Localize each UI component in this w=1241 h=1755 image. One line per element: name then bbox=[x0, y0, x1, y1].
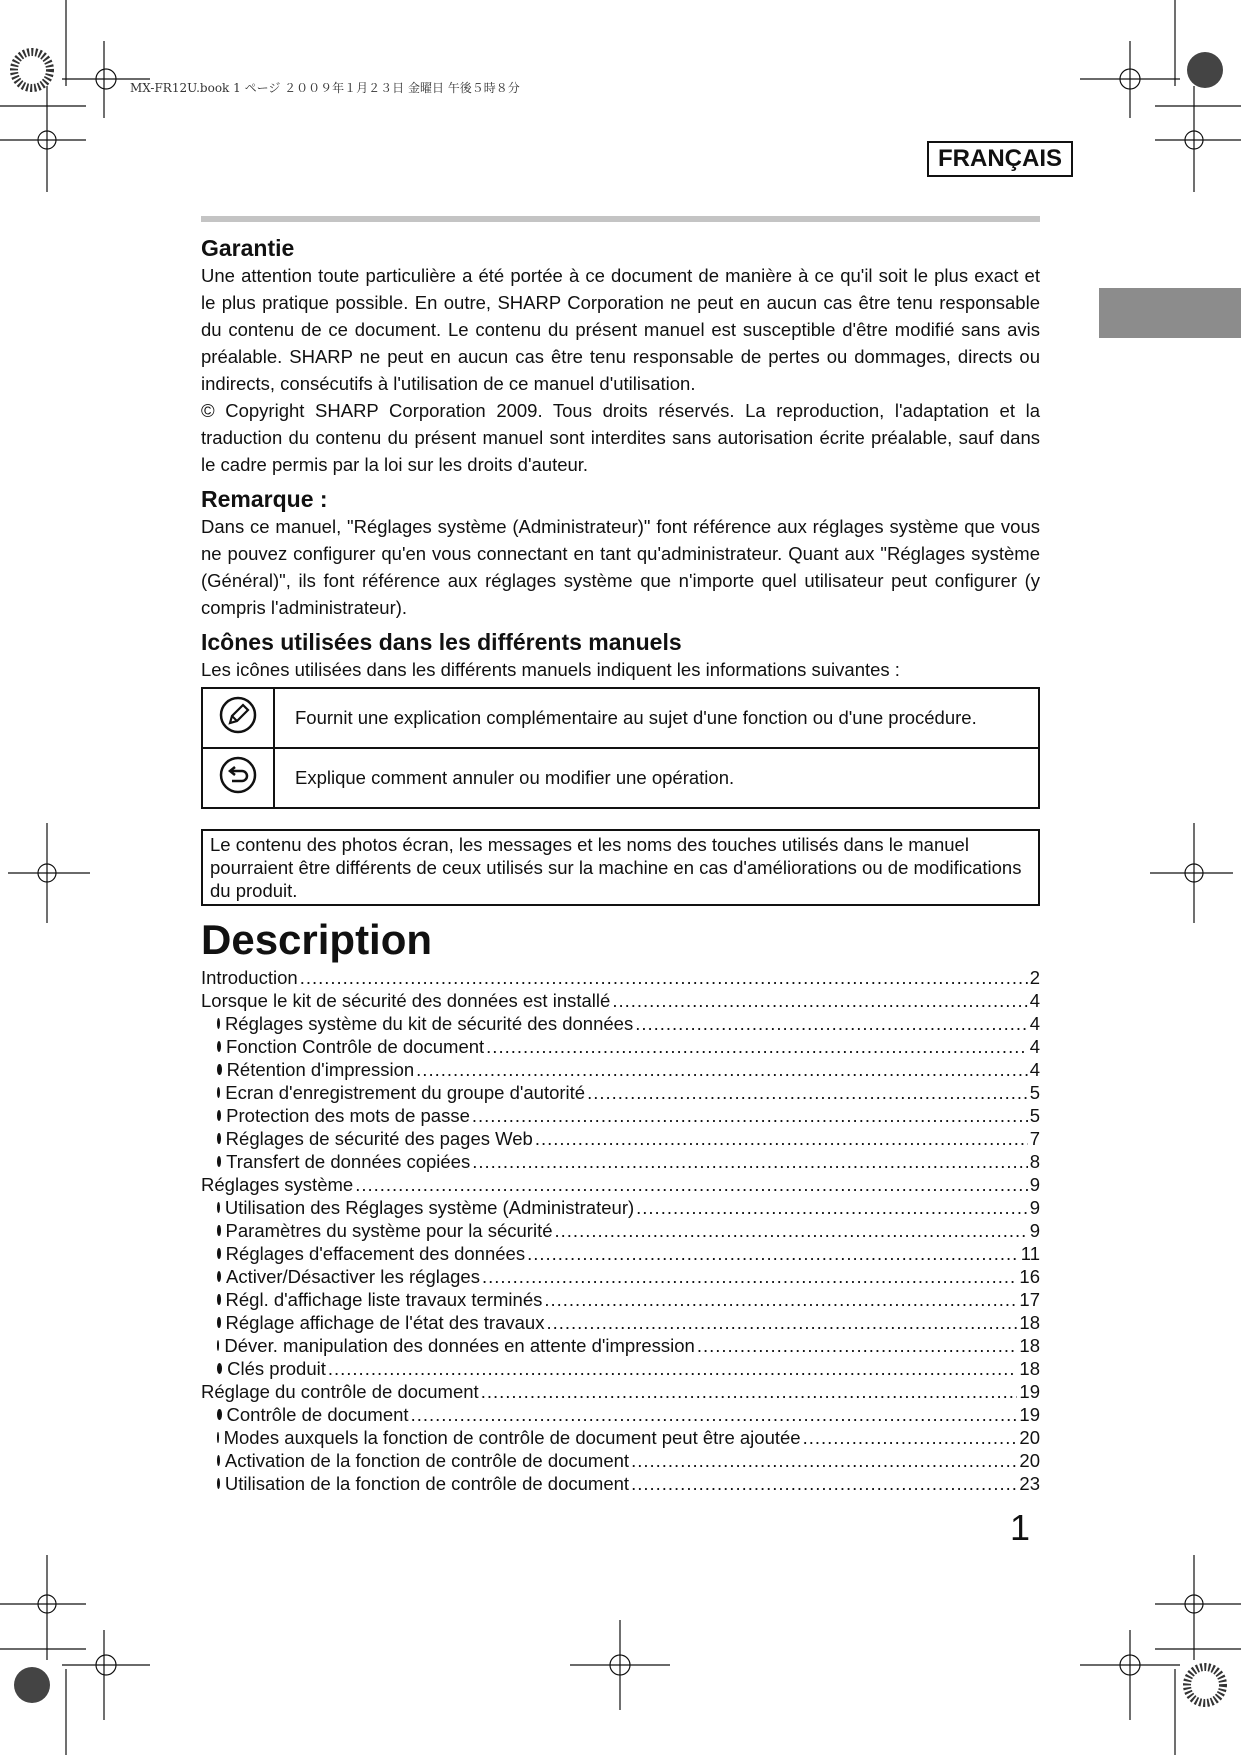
icons-table bbox=[201, 687, 1040, 809]
toc-leader-dots bbox=[411, 1403, 1018, 1426]
toc-page-number: 9 bbox=[1029, 1197, 1040, 1218]
icons-table-row bbox=[202, 688, 1039, 748]
toc-leader-dots bbox=[544, 1288, 1017, 1311]
bullet-icon bbox=[217, 1271, 221, 1282]
icon-description: Fournit une explication complémentaire au sujet d'une fonction ou d'une procédure. bbox=[274, 688, 1039, 748]
bullet-icon bbox=[217, 1478, 220, 1489]
garantie-text: Une attention toute particulière a été portée à ce document de manière à ce qu'il soit le plus exact et le plus pratique possible. En outre, SHARP Corporation ne peut en aucun cas être tenu responsable du contenu de ce document. Le contenu du présent manuel est susceptible d'être modifié sans avis préalable. SHARP ne peut en aucun cas être tenu responsable de pertes ou dommages, directs ou indirects, consécutifs à l'utilisation de ce manuel d'utilisation. bbox=[201, 265, 1040, 394]
toc-entry[interactable] bbox=[201, 1242, 1040, 1265]
toc-page-number: 17 bbox=[1019, 1289, 1040, 1310]
toc-label: Rétention d'impression bbox=[226, 1059, 415, 1080]
bullet-icon bbox=[217, 1064, 222, 1075]
bullet-icon bbox=[217, 1432, 219, 1443]
toc-label: Utilisation des Réglages système (Administrateur) bbox=[224, 1197, 635, 1218]
toc-leader-dots bbox=[631, 1449, 1017, 1472]
toc-entry[interactable] bbox=[201, 1357, 1040, 1380]
toc-page-number: 20 bbox=[1019, 1450, 1040, 1471]
toc-entry[interactable] bbox=[201, 1127, 1040, 1150]
toc-entry[interactable] bbox=[201, 1288, 1040, 1311]
toc-label: Contrôle de document bbox=[226, 1404, 409, 1425]
toc-leader-dots bbox=[486, 1035, 1028, 1058]
toc-page-number: 18 bbox=[1019, 1335, 1040, 1356]
toc-page-number: 5 bbox=[1029, 1082, 1040, 1103]
toc-entry[interactable] bbox=[201, 1334, 1040, 1357]
toc-leader-dots bbox=[416, 1058, 1028, 1081]
toc-page-number: 18 bbox=[1019, 1312, 1040, 1333]
toc-label: Régl. d'affichage liste travaux terminés bbox=[225, 1289, 543, 1310]
language-label: FRANÇAIS bbox=[927, 141, 1073, 177]
toc-entry[interactable] bbox=[201, 1035, 1040, 1058]
page-number: 1 bbox=[1010, 1507, 1031, 1548]
toc-entry[interactable] bbox=[201, 1173, 1040, 1196]
toc-entry[interactable] bbox=[201, 1104, 1040, 1127]
page-content bbox=[201, 234, 1040, 1495]
description-title: Description bbox=[201, 916, 433, 963]
table-of-contents bbox=[201, 966, 1040, 1495]
toc-page-number: 19 bbox=[1019, 1404, 1040, 1425]
bullet-icon bbox=[217, 1409, 222, 1420]
bullet-icon bbox=[217, 1202, 220, 1213]
toc-entry[interactable] bbox=[201, 1449, 1040, 1472]
toc-label: Protection des mots de passe bbox=[226, 1105, 470, 1126]
toc-entry[interactable] bbox=[201, 1311, 1040, 1334]
toc-page-number: 11 bbox=[1020, 1243, 1040, 1264]
toc-leader-dots bbox=[472, 1150, 1027, 1173]
toc-entry[interactable] bbox=[201, 1380, 1040, 1403]
toc-label: Clés produit bbox=[227, 1358, 326, 1379]
bullet-icon bbox=[217, 1248, 221, 1259]
bullet-icon bbox=[217, 1340, 219, 1351]
icones-title: Icônes utilisées dans les différents manuels bbox=[201, 629, 682, 655]
toc-page-number: 8 bbox=[1029, 1151, 1040, 1172]
toc-label: Lorsque le kit de sécurité des données est installé bbox=[201, 990, 611, 1011]
toc-label: Réglages de sécurité des pages Web bbox=[225, 1128, 533, 1149]
toc-entry[interactable] bbox=[201, 1472, 1040, 1495]
toc-label: Utilisation de la fonction de contrôle de document bbox=[224, 1473, 630, 1494]
bullet-icon bbox=[217, 1110, 221, 1121]
toc-entry[interactable] bbox=[201, 1403, 1040, 1426]
toc-page-number: 20 bbox=[1019, 1427, 1040, 1448]
toc-page-number: 9 bbox=[1029, 1174, 1040, 1195]
toc-page-number: 2 bbox=[1029, 967, 1040, 988]
toc-label: Modes auxquels la fonction de contrôle de document peut être ajoutée bbox=[223, 1427, 801, 1448]
toc-page-number: 5 bbox=[1029, 1105, 1040, 1126]
toc-leader-dots bbox=[300, 966, 1028, 989]
toc-label: Déver. manipulation des données en attente d'impression bbox=[224, 1335, 695, 1356]
bullet-icon bbox=[217, 1294, 221, 1305]
toc-leader-dots bbox=[482, 1265, 1017, 1288]
bullet-icon bbox=[217, 1225, 221, 1236]
toc-label: Réglage du contrôle de document bbox=[201, 1381, 479, 1402]
toc-entry[interactable] bbox=[201, 1265, 1040, 1288]
icons-table-row bbox=[202, 748, 1039, 808]
toc-entry[interactable] bbox=[201, 1058, 1040, 1081]
toc-page-number: 4 bbox=[1029, 990, 1040, 1011]
bullet-icon bbox=[217, 1018, 220, 1029]
toc-label: Réglages d'effacement des données bbox=[225, 1243, 526, 1264]
toc-leader-dots bbox=[803, 1426, 1018, 1449]
toc-leader-dots bbox=[355, 1173, 1028, 1196]
toc-label: Fonction Contrôle de document bbox=[226, 1036, 485, 1057]
print-info: MX-FR12U.book 1 ページ ２００９年１月２３日 金曜日 午後５時８分 bbox=[130, 81, 520, 95]
header-rule bbox=[201, 216, 1040, 222]
toc-label: Activer/Désactiver les réglages bbox=[226, 1266, 480, 1287]
toc-page-number: 7 bbox=[1029, 1128, 1040, 1149]
section-tab bbox=[1099, 288, 1241, 338]
toc-entry[interactable] bbox=[201, 1219, 1040, 1242]
toc-label: Réglages système bbox=[201, 1174, 354, 1195]
toc-page-number: 23 bbox=[1019, 1473, 1040, 1494]
toc-page-number: 4 bbox=[1029, 1036, 1040, 1057]
toc-leader-dots bbox=[481, 1380, 1018, 1403]
toc-leader-dots bbox=[555, 1219, 1028, 1242]
toc-leader-dots bbox=[527, 1242, 1019, 1265]
toc-leader-dots bbox=[635, 1012, 1028, 1035]
toc-entry[interactable] bbox=[201, 1012, 1040, 1035]
toc-entry[interactable] bbox=[201, 1081, 1040, 1104]
toc-page-number: 18 bbox=[1019, 1358, 1040, 1379]
toc-label: Transfert de données copiées bbox=[226, 1151, 471, 1172]
toc-leader-dots bbox=[535, 1127, 1028, 1150]
toc-entry[interactable] bbox=[201, 1150, 1040, 1173]
bullet-icon bbox=[217, 1041, 221, 1052]
toc-page-number: 16 bbox=[1019, 1266, 1040, 1287]
toc-entry[interactable] bbox=[201, 1426, 1040, 1449]
toc-label: Introduction bbox=[201, 967, 298, 988]
toc-entry[interactable] bbox=[201, 989, 1040, 1012]
bullet-icon bbox=[217, 1133, 221, 1144]
bullet-icon bbox=[217, 1156, 221, 1167]
bullet-icon bbox=[217, 1455, 220, 1466]
pencil-note-icon bbox=[218, 695, 258, 735]
remarque-text: Dans ce manuel, "Réglages système (Administrateur)" font référence aux réglages système que vous ne pouvez configurer qu'en vous connectant en tant qu'administrateur. Quant aux "Réglages système (Général)", ils font référence aux réglages système que n'importe quel utilisateur peut configurer (y compris l'administrateur). bbox=[201, 516, 1040, 618]
toc-page-number: 4 bbox=[1029, 1013, 1040, 1034]
toc-page-number: 19 bbox=[1019, 1381, 1040, 1402]
toc-entry[interactable] bbox=[201, 1196, 1040, 1219]
bullet-icon bbox=[217, 1363, 222, 1374]
toc-leader-dots bbox=[472, 1104, 1028, 1127]
toc-label: Activation de la fonction de contrôle de document bbox=[224, 1450, 630, 1471]
notice-box: Le contenu des photos écran, les messages et les noms des touches utilisés dans le manuel pourraient être différents de ceux utilisés sur la machine en cas d'améliorations ou de modifications du produit. bbox=[201, 829, 1040, 906]
toc-label: Paramètres du système pour la sécurité bbox=[225, 1220, 553, 1241]
toc-leader-dots bbox=[697, 1334, 1018, 1357]
toc-leader-dots bbox=[546, 1311, 1017, 1334]
toc-leader-dots bbox=[328, 1357, 1018, 1380]
bullet-icon bbox=[217, 1317, 221, 1328]
icones-intro: Les icônes utilisées dans les différents manuels indiquent les informations suivantes : bbox=[201, 659, 900, 680]
remarque-title: Remarque : bbox=[201, 486, 328, 512]
toc-leader-dots bbox=[631, 1472, 1017, 1495]
copyright-text: © Copyright SHARP Corporation 2009. Tous droits réservés. La reproduction, l'adaptation et la traduction du contenu du présent manuel sont interdites sans autorisation écrite préalable, sauf dans le cadre permis par la loi sur les droits d'auteur. bbox=[201, 400, 1040, 475]
return-arrow-icon bbox=[218, 755, 258, 795]
toc-label: Ecran d'enregistrement du groupe d'autorité bbox=[225, 1082, 586, 1103]
toc-page-number: 9 bbox=[1029, 1220, 1040, 1241]
toc-entry[interactable] bbox=[201, 966, 1040, 989]
toc-page-number: 4 bbox=[1029, 1059, 1040, 1080]
toc-leader-dots bbox=[587, 1081, 1028, 1104]
bullet-icon bbox=[217, 1087, 220, 1098]
toc-label: Réglages système du kit de sécurité des données bbox=[224, 1013, 634, 1034]
icon-cell bbox=[202, 748, 274, 808]
toc-leader-dots bbox=[612, 989, 1027, 1012]
icon-cell bbox=[202, 688, 274, 748]
toc-label: Réglage affichage de l'état des travaux bbox=[225, 1312, 545, 1333]
toc-leader-dots bbox=[636, 1196, 1028, 1219]
icon-description: Explique comment annuler ou modifier une opération. bbox=[274, 748, 1039, 808]
garantie-title: Garantie bbox=[201, 235, 295, 261]
